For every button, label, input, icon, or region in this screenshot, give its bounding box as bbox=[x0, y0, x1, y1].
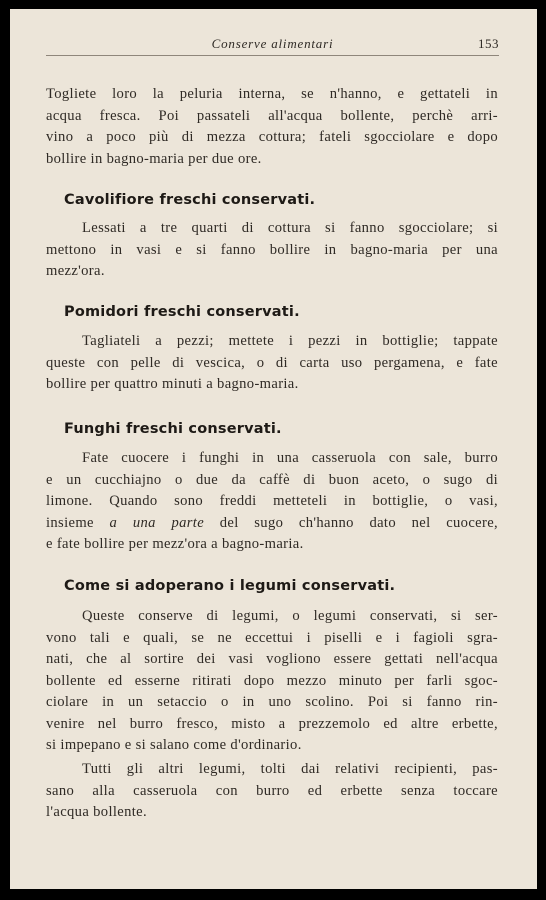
paragraph-funghi bbox=[46, 448, 498, 556]
text-line: vino a poco più di mezza cottura; fateli sgocciolare e dopo bbox=[46, 129, 498, 145]
running-title: Conserve alimentari bbox=[211, 36, 334, 51]
text-line: e fate bollire per mezz'ora a bagno-maria. bbox=[46, 536, 304, 552]
text-line: bollente ed esserne ritirati dopo mezzo minuto per farli sgoc- bbox=[46, 672, 498, 689]
text-line: bollire in bagno-maria per due ore. bbox=[46, 150, 262, 167]
text-line: l'acqua bollente. bbox=[46, 804, 147, 820]
text-line: Tutti gli altri legumi, tolti dai relativi recipienti, pas- bbox=[82, 761, 498, 777]
text-line: mettono in vasi e si fanno bollire in bagno-maria per una bbox=[46, 241, 498, 258]
text-segment: insieme bbox=[46, 514, 94, 531]
page-number: 153 bbox=[478, 36, 499, 51]
intro-paragraph bbox=[46, 84, 498, 170]
book-page bbox=[10, 9, 537, 889]
text-line: Queste conserve di legumi, o legumi conservati, si ser- bbox=[82, 608, 498, 624]
text-line: queste con pelle di vescica, o di carta uso pergamena, e fate bbox=[46, 354, 498, 371]
text-line: Lessati a tre quarti di cottura si fanno sgocciolare; si bbox=[82, 220, 498, 236]
paragraph-legumi-2 bbox=[46, 759, 498, 824]
text-line: Fate cuocere i funghi in una casseruola con sale, burro bbox=[82, 450, 498, 466]
paragraph-legumi-1 bbox=[46, 606, 498, 757]
text-line: Tagliateli a pezzi; mettete i pezzi in bottiglie; tappate bbox=[82, 333, 498, 349]
paragraph-pomidori bbox=[46, 331, 498, 396]
text-line: ciolare in un setaccio o in uno scolino. Poi si fanno rin- bbox=[46, 694, 498, 710]
page-header bbox=[46, 35, 499, 56]
text-line bbox=[46, 513, 498, 535]
text-line: Togliete loro la peluria interna, se n'hanno, e gettateli in bbox=[46, 86, 498, 102]
section-heading-cavolifiore: Cavolifiore freschi conservati. bbox=[64, 192, 316, 208]
text-line: bollire per quattro minuti a bagno-maria. bbox=[46, 376, 299, 392]
text-segment: del sugo ch'hanno dato nel cuocere, bbox=[219, 514, 499, 531]
text-line: sano alla casseruola con burro ed erbette senza toccare bbox=[46, 782, 498, 799]
paragraph-cavolifiore bbox=[46, 218, 498, 283]
section-heading-pomidori: Pomidori freschi conservati. bbox=[64, 304, 300, 320]
text-line: acqua fresca. Poi passateli all'acqua bollente, perchè arri- bbox=[46, 107, 498, 124]
section-heading-legumi: Come si adoperano i legumi conservati. bbox=[64, 578, 396, 594]
text-line: vono tali e quali, se ne eccettui i piselli e i fagioli sgra- bbox=[46, 629, 498, 646]
text-line: mezz'ora. bbox=[46, 263, 105, 279]
text-line: e un cucchiajno o due da caffè di buon aceto, o sugo di bbox=[46, 471, 498, 488]
text-line: venire nel burro fresco, misto a prezzemolo ed altre erbette, bbox=[46, 715, 498, 732]
italic-phrase: a una parte bbox=[109, 514, 205, 531]
text-line: si impepano e si salano come d'ordinario. bbox=[46, 737, 302, 753]
text-line: limone. Quando sono freddi metteteli in bottiglie, o vasi, bbox=[46, 493, 498, 509]
text-line: nati, che al sortire dei vasi vogliono essere gettati nell'acqua bbox=[46, 651, 498, 667]
section-heading-funghi: Funghi freschi conservati. bbox=[64, 421, 282, 437]
